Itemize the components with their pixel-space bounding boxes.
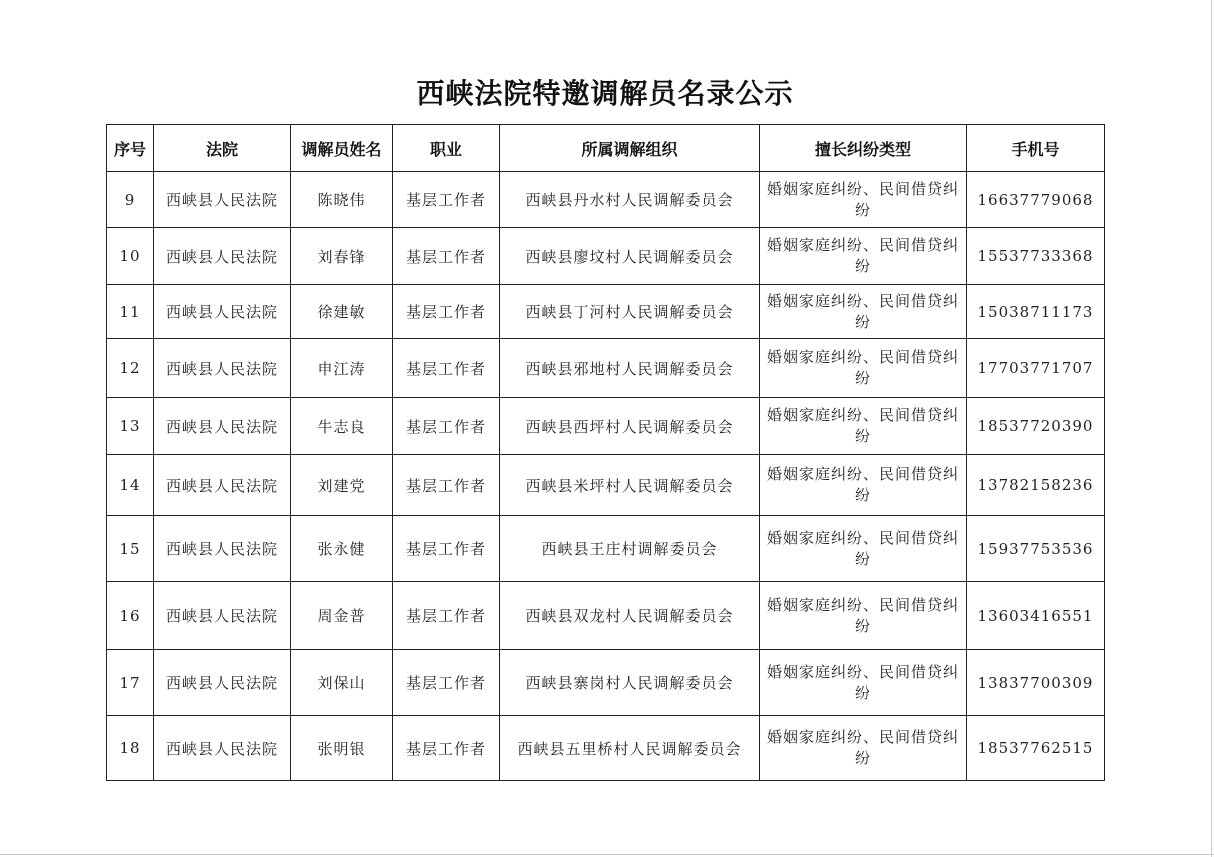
cell-occupation: 基层工作者 (393, 455, 500, 516)
cell-court: 西峡县人民法院 (154, 582, 291, 650)
table-header-row (107, 125, 1105, 172)
cell-phone: 17703771707 (967, 339, 1105, 398)
header-dispute-types: 擅长纠纷类型 (760, 125, 967, 172)
cell-mediator-name: 申江涛 (291, 339, 393, 398)
cell-mediator-name: 刘建党 (291, 455, 393, 516)
cell-index: 12 (107, 339, 154, 398)
cell-court: 西峡县人民法院 (154, 650, 291, 716)
cell-mediator-name: 刘保山 (291, 650, 393, 716)
table-row (107, 228, 1105, 285)
cell-court: 西峡县人民法院 (154, 398, 291, 455)
cell-occupation: 基层工作者 (393, 228, 500, 285)
cell-phone: 13782158236 (967, 455, 1105, 516)
cell-dispute-types: 婚姻家庭纠纷、民间借贷纠纷 (760, 228, 967, 285)
cell-court: 西峡县人民法院 (154, 516, 291, 582)
cell-index: 16 (107, 582, 154, 650)
cell-phone: 13837700309 (967, 650, 1105, 716)
cell-index: 17 (107, 650, 154, 716)
table-row (107, 516, 1105, 582)
cell-court: 西峡县人民法院 (154, 455, 291, 516)
header-phone: 手机号 (967, 125, 1105, 172)
cell-court: 西峡县人民法院 (154, 172, 291, 228)
cell-mediator-name: 徐建敏 (291, 285, 393, 339)
cell-phone: 15937753536 (967, 516, 1105, 582)
cell-organization: 西峡县寨岗村人民调解委员会 (500, 650, 760, 716)
cell-index: 14 (107, 455, 154, 516)
cell-mediator-name: 周金普 (291, 582, 393, 650)
cell-occupation: 基层工作者 (393, 172, 500, 228)
cell-occupation: 基层工作者 (393, 398, 500, 455)
cell-phone: 13603416551 (967, 582, 1105, 650)
cell-organization: 西峡县邪地村人民调解委员会 (500, 339, 760, 398)
cell-dispute-types: 婚姻家庭纠纷、民间借贷纠纷 (760, 398, 967, 455)
header-mediator-name: 调解员姓名 (291, 125, 393, 172)
cell-dispute-types: 婚姻家庭纠纷、民间借贷纠纷 (760, 716, 967, 781)
cell-court: 西峡县人民法院 (154, 339, 291, 398)
page-edge-bottom (0, 854, 1214, 855)
cell-organization: 西峡县丁河村人民调解委员会 (500, 285, 760, 339)
cell-index: 15 (107, 516, 154, 582)
cell-mediator-name: 牛志良 (291, 398, 393, 455)
cell-index: 13 (107, 398, 154, 455)
table-row (107, 398, 1105, 455)
cell-court: 西峡县人民法院 (154, 716, 291, 781)
cell-mediator-name: 陈晓伟 (291, 172, 393, 228)
cell-index: 10 (107, 228, 154, 285)
cell-mediator-name: 张永健 (291, 516, 393, 582)
cell-organization: 西峡县廖坟村人民调解委员会 (500, 228, 760, 285)
cell-occupation: 基层工作者 (393, 516, 500, 582)
cell-occupation: 基层工作者 (393, 285, 500, 339)
cell-court: 西峡县人民法院 (154, 228, 291, 285)
mediator-table (106, 124, 1105, 781)
cell-court: 西峡县人民法院 (154, 285, 291, 339)
table-row (107, 455, 1105, 516)
cell-mediator-name: 刘春锋 (291, 228, 393, 285)
cell-phone: 18537720390 (967, 398, 1105, 455)
page-title: 西峡法院特邀调解员名录公示 (416, 77, 794, 110)
header-court: 法院 (154, 125, 291, 172)
cell-dispute-types: 婚姻家庭纠纷、民间借贷纠纷 (760, 582, 967, 650)
cell-organization: 西峡县丹水村人民调解委员会 (500, 172, 760, 228)
cell-organization: 西峡县米坪村人民调解委员会 (500, 455, 760, 516)
cell-dispute-types: 婚姻家庭纠纷、民间借贷纠纷 (760, 339, 967, 398)
table-row (107, 716, 1105, 781)
cell-dispute-types: 婚姻家庭纠纷、民间借贷纠纷 (760, 285, 967, 339)
table-row (107, 650, 1105, 716)
cell-index: 9 (107, 172, 154, 228)
cell-phone: 16637779068 (967, 172, 1105, 228)
cell-dispute-types: 婚姻家庭纠纷、民间借贷纠纷 (760, 516, 967, 582)
cell-dispute-types: 婚姻家庭纠纷、民间借贷纠纷 (760, 650, 967, 716)
cell-mediator-name: 张明银 (291, 716, 393, 781)
cell-organization: 西峡县双龙村人民调解委员会 (500, 582, 760, 650)
cell-occupation: 基层工作者 (393, 582, 500, 650)
table-row (107, 582, 1105, 650)
table-row (107, 172, 1105, 228)
cell-occupation: 基层工作者 (393, 650, 500, 716)
cell-phone: 15537733368 (967, 228, 1105, 285)
cell-occupation: 基层工作者 (393, 339, 500, 398)
cell-organization: 西峡县五里桥村人民调解委员会 (500, 716, 760, 781)
cell-dispute-types: 婚姻家庭纠纷、民间借贷纠纷 (760, 172, 967, 228)
cell-phone: 18537762515 (967, 716, 1105, 781)
cell-occupation: 基层工作者 (393, 716, 500, 781)
header-occupation: 职业 (393, 125, 500, 172)
cell-index: 11 (107, 285, 154, 339)
table-row (107, 339, 1105, 398)
cell-phone: 15038711173 (967, 285, 1105, 339)
page-edge-right (1211, 0, 1212, 857)
cell-index: 18 (107, 716, 154, 781)
cell-organization: 西峡县西坪村人民调解委员会 (500, 398, 760, 455)
cell-dispute-types: 婚姻家庭纠纷、民间借贷纠纷 (760, 455, 967, 516)
table-row (107, 285, 1105, 339)
header-organization: 所属调解组织 (500, 125, 760, 172)
header-index: 序号 (107, 125, 154, 172)
cell-organization: 西峡县王庄村调解委员会 (500, 516, 760, 582)
